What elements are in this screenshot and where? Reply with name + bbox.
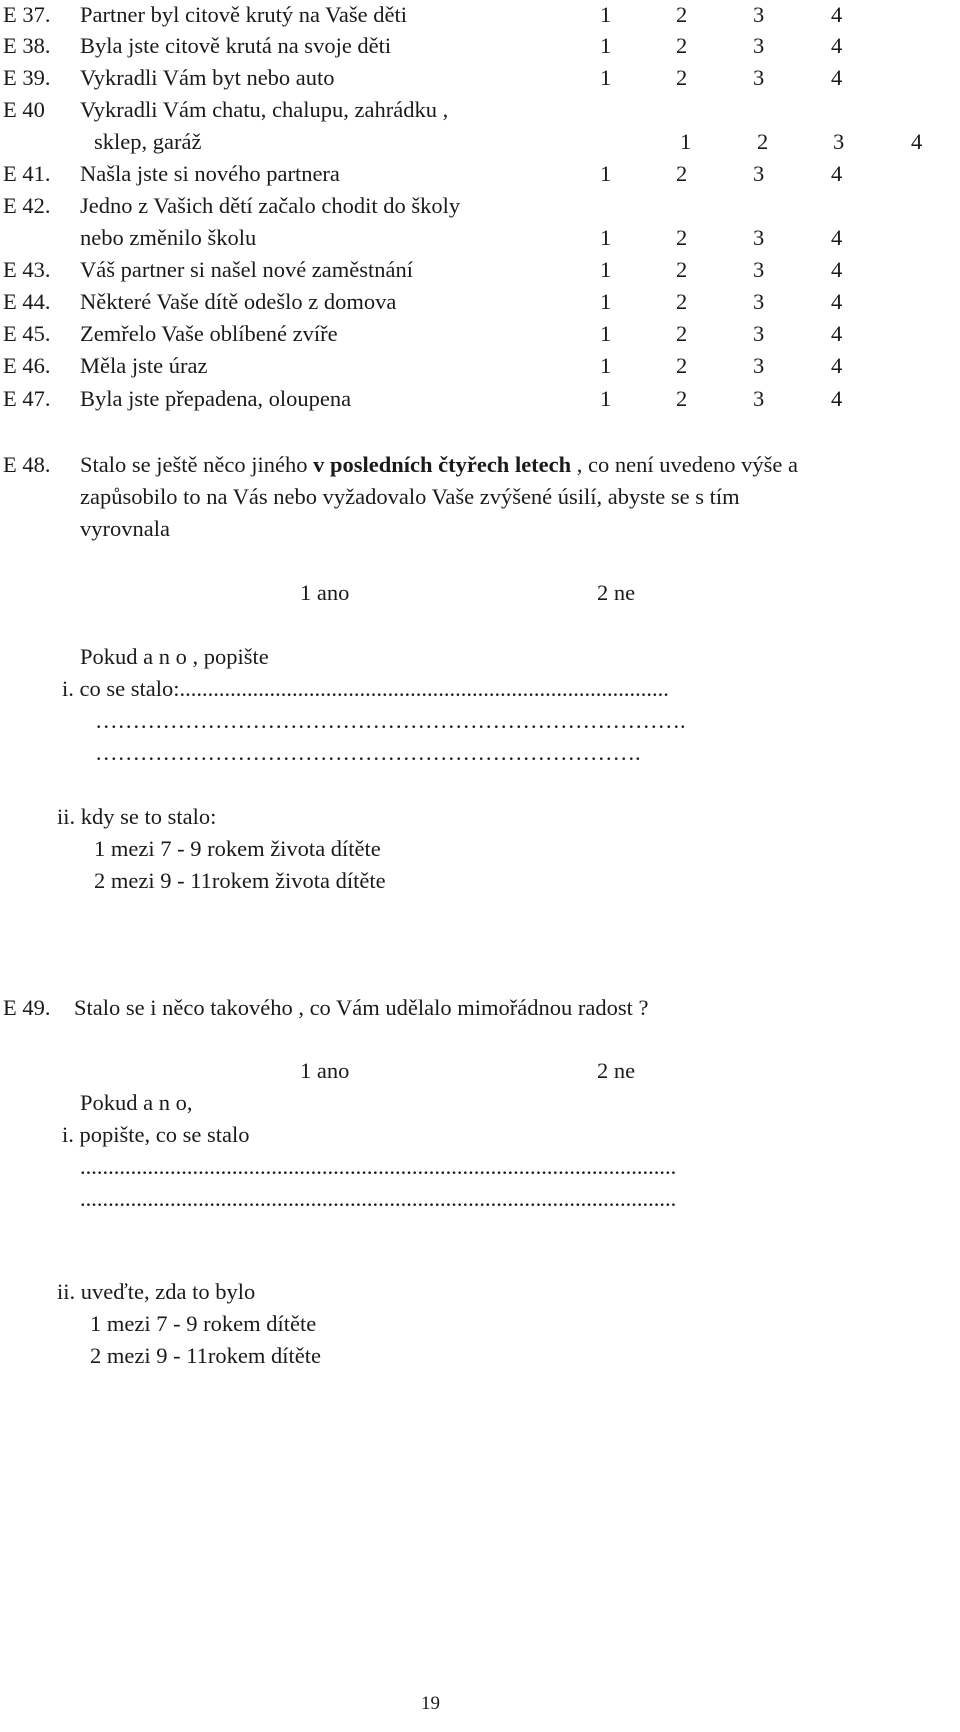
scale-1: 1	[600, 161, 612, 186]
item-text: Partner byl citově krutý na Vaše děti	[80, 2, 407, 27]
scale-3: 3	[753, 257, 765, 282]
scale-3: 3	[753, 2, 765, 27]
page-number: 19	[421, 1693, 440, 1714]
item-text: Byla jste přepadena, oloupena	[80, 386, 352, 411]
question-text-line1: Stalo se ještě něco jiného v posledních čtyřech letech , co není uvedeno výše a	[80, 452, 798, 477]
scale-4: 4	[831, 257, 843, 282]
item-code: E 38.	[3, 33, 51, 58]
scale-3: 3	[753, 65, 765, 90]
if-yes-label: Pokud a n o , popište	[80, 644, 269, 669]
scale-4: 4	[831, 225, 843, 250]
question-code: E 48.	[3, 452, 51, 477]
scale-2: 2	[676, 33, 688, 58]
scale-2: 2	[676, 257, 688, 282]
item-text-continued: nebo změnilo školu	[80, 225, 257, 250]
answer-blank-line: ……………………………………………………………….	[95, 740, 641, 765]
scale-3: 3	[753, 225, 765, 250]
scale-1: 1	[600, 257, 612, 282]
scale-4: 4	[831, 33, 843, 58]
item-code: E 41.	[3, 161, 51, 186]
scale-3: 3	[753, 321, 765, 346]
item-code: E 42.	[3, 193, 51, 218]
item-text: Našla jste si nového partnera	[80, 161, 340, 186]
item-code: E 43.	[3, 257, 51, 282]
scale-1: 1	[600, 386, 612, 411]
item-code: E 44.	[3, 289, 51, 314]
scale-2: 2	[676, 161, 688, 186]
scale-4: 4	[831, 386, 843, 411]
scale-1: 1	[600, 353, 612, 378]
item-code: E 46.	[3, 353, 51, 378]
item-code: E 45.	[3, 321, 51, 346]
scale-2: 2	[676, 225, 688, 250]
question-text-line2: zapůsobilo to na Vás nebo vyžadovalo Vaše zvýšené úsilí, abyste se s tím	[80, 484, 740, 509]
item-code: E 40	[3, 97, 45, 122]
when-option-2: 2 mezi 9 - 11rokem života dítěte	[94, 868, 386, 893]
scale-4: 4	[911, 129, 923, 154]
scale-1: 1	[600, 33, 612, 58]
scale-3: 3	[753, 33, 765, 58]
option-no: 2 ne	[597, 1058, 636, 1083]
scale-1: 1	[680, 129, 692, 154]
scale-4: 4	[831, 321, 843, 346]
item-text: Byla jste citově krutá na svoje děti	[80, 33, 392, 58]
subquestion-describe: i. popište, co se stalo	[62, 1122, 250, 1147]
item-code: E 37.	[3, 2, 51, 27]
option-yes: 1 ano	[300, 1058, 350, 1083]
when-option-1: 1 mezi 7 - 9 rokem dítěte	[90, 1311, 317, 1336]
scale-4: 4	[831, 65, 843, 90]
scale-3: 3	[833, 129, 845, 154]
item-text: Váš partner si našel nové zaměstnání	[80, 257, 414, 282]
item-code: E 39.	[3, 65, 51, 90]
item-code: E 47.	[3, 386, 51, 411]
if-yes-label: Pokud a n o,	[80, 1090, 193, 1115]
answer-blank-line: ..........................................................................................................	[80, 1186, 677, 1211]
scale-1: 1	[600, 65, 612, 90]
item-text: Vykradli Vám byt nebo auto	[80, 65, 335, 90]
item-text: Některé Vaše dítě odešlo z domova	[80, 289, 397, 314]
option-no: 2 ne	[597, 580, 636, 605]
scale-3: 3	[753, 353, 765, 378]
scale-3: 3	[753, 289, 765, 314]
answer-blank-line: ..........................................................................................................	[80, 1154, 677, 1179]
scale-3: 3	[753, 161, 765, 186]
item-text: Vykradli Vám chatu, chalupu, zahrádku ,	[80, 97, 449, 122]
question-text-line3: vyrovnala	[80, 516, 170, 541]
scale-4: 4	[831, 353, 843, 378]
scale-4: 4	[831, 161, 843, 186]
scale-1: 1	[600, 225, 612, 250]
scale-2: 2	[676, 289, 688, 314]
item-text: Jedno z Vašich dětí začalo chodit do školy	[80, 193, 461, 218]
scale-2: 2	[676, 2, 688, 27]
when-option-2: 2 mezi 9 - 11rokem dítěte	[90, 1343, 321, 1368]
question-code: E 49.	[3, 995, 51, 1020]
scale-3: 3	[753, 386, 765, 411]
question-text: Stalo se i něco takového , co Vám udělalo mimořádnou radost ?	[74, 995, 649, 1020]
scale-2: 2	[676, 386, 688, 411]
scale-4: 4	[831, 289, 843, 314]
subquestion-what: i. co se stalo:.......................................................................................	[62, 676, 669, 701]
item-text: Zemřelo Vaše oblíbené zvíře	[80, 321, 338, 346]
scale-2: 2	[757, 129, 769, 154]
answer-blank-line: …………………………………………………………………….	[95, 708, 686, 733]
scale-1: 1	[600, 289, 612, 314]
item-text: Měla jste úraz	[80, 353, 208, 378]
option-yes: 1 ano	[300, 580, 350, 605]
scale-2: 2	[676, 321, 688, 346]
scale-4: 4	[831, 2, 843, 27]
scale-1: 1	[600, 321, 612, 346]
subquestion-when: ii. kdy se to stalo:	[57, 804, 217, 829]
scale-2: 2	[676, 65, 688, 90]
item-text-continued: sklep, garáž	[94, 129, 202, 154]
subquestion-when: ii. uveďte, zda to bylo	[57, 1279, 256, 1304]
scale-2: 2	[676, 353, 688, 378]
scale-1: 1	[600, 2, 612, 27]
when-option-1: 1 mezi 7 - 9 rokem života dítěte	[94, 836, 381, 861]
